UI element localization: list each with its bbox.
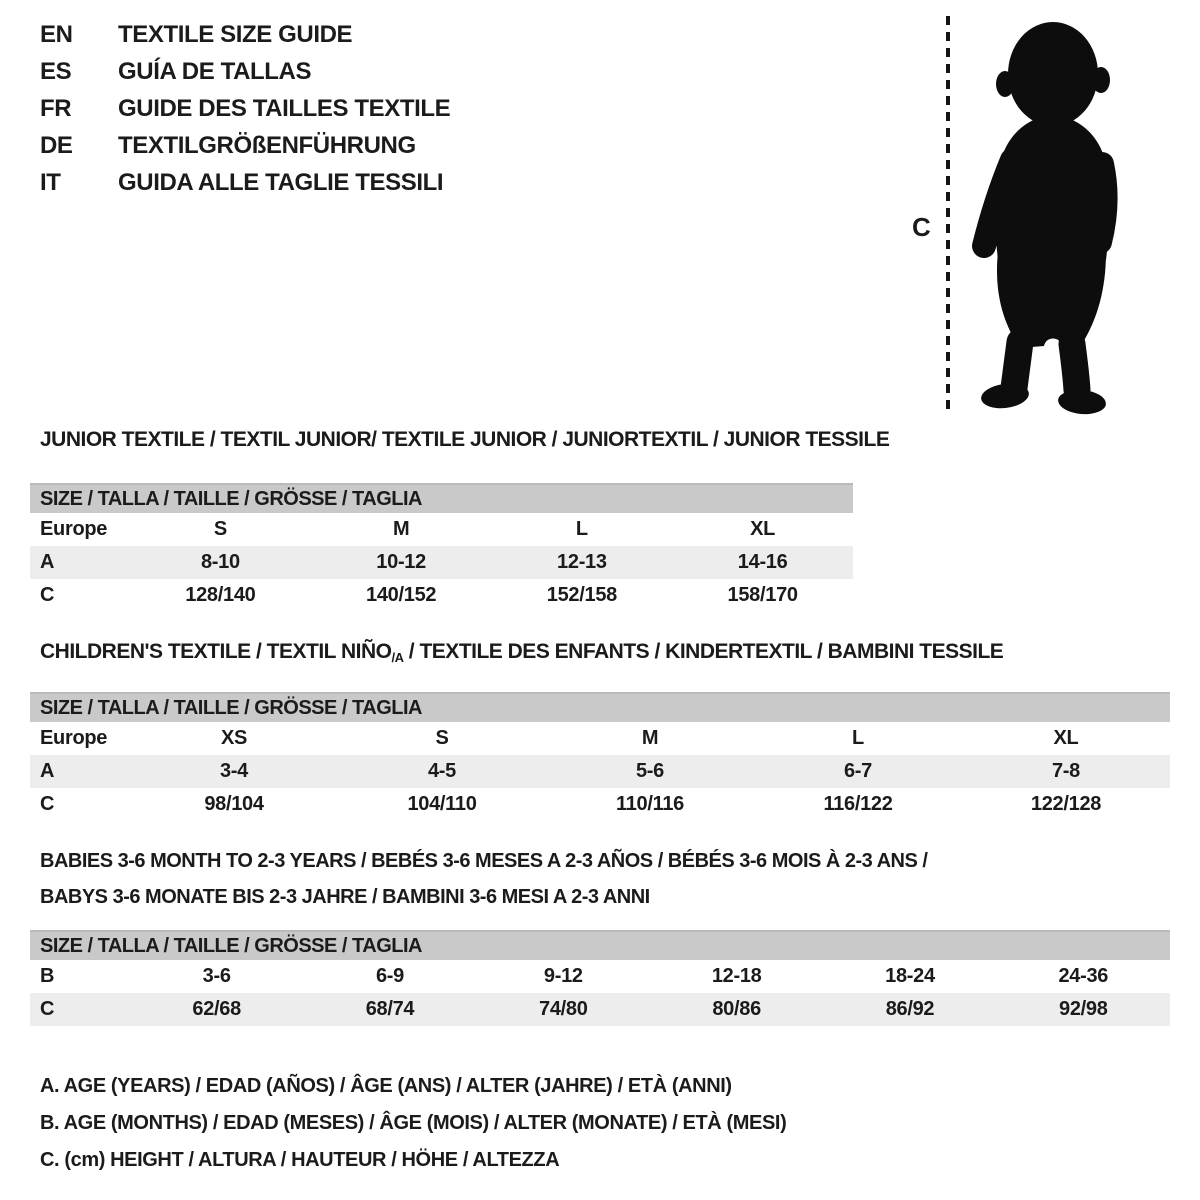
babies-section-heading [40,843,927,915]
column-header-cell: Europe [40,518,108,540]
table-cell: 128/140 [185,584,256,606]
language-label-de: TEXTILGRÖßENFÜHRUNG [118,132,416,159]
table-cell: 116/122 [823,793,893,815]
row-label-cell: C [40,998,55,1020]
babies-height-row [30,993,1170,1026]
table-cell: 80/86 [712,998,761,1020]
children-age-row [30,755,1170,788]
column-header-cell: S [213,518,227,540]
table-cell: 5-6 [635,760,664,782]
table-cell: 140/152 [366,584,437,606]
language-code-it: IT [40,169,61,196]
children-heading-prefix: CHILDREN'S TEXTILE / TEXTIL NIÑO [40,640,392,663]
table-cell: 9-12 [543,965,583,987]
column-header-cell: XL [1053,727,1079,749]
table-cell: 110/116 [616,793,684,815]
table-cell: 152/158 [546,584,617,606]
language-label-fr: GUIDE DES TAILLES TEXTILE [118,95,451,122]
table-cell: 24-36 [1058,965,1109,987]
legend-line-b: B. AGE (MONTHS) / EDAD (MESES) / ÂGE (MOIS) / ALTER (MONATE) / ETÀ (MESI) [40,1112,787,1134]
children-heading-suffix: / TEXTILE DES ENFANTS / KINDERTEXTIL / BAMBINI TESSILE [403,640,1004,663]
table-cell: 104/110 [407,793,477,815]
babies-months-row [30,960,1170,993]
column-header-cell: L [575,518,588,540]
table-cell: 10-12 [376,551,426,573]
table-cell: 122/128 [1030,793,1102,815]
table-cell: 6-7 [843,760,872,782]
language-label-en: TEXTILE SIZE GUIDE [118,21,353,48]
table-cell: 14-16 [737,551,788,573]
measure-legend [40,1068,786,1179]
children-height-row [30,788,1170,821]
children-size-band: SIZE / TALLA / TAILLE / GRÖSSE / TAGLIA [30,692,1170,722]
table-cell: 62/68 [192,998,241,1020]
table-cell: 158/170 [727,584,798,606]
column-header-cell: S [435,727,449,749]
language-header [40,22,450,196]
column-header-cell: L [852,727,864,749]
row-label-cell: B [40,965,55,987]
column-header-cell: XL [750,518,776,540]
babies-heading-line2: BABYS 3-6 MONATE BIS 2-3 JAHRE / BAMBINI 3-6 MESI A 2-3 ANNI [40,886,650,908]
table-cell: 12-13 [557,551,607,573]
height-measure-label: C [912,212,931,242]
column-header-cell: Europe [40,727,108,749]
table-cell: 18-24 [885,965,935,987]
table-cell: 6-9 [375,965,404,987]
table-cell: 92/98 [1059,998,1108,1020]
table-cell: 3-4 [219,760,248,782]
language-code-fr: FR [40,95,72,122]
language-label-it: GUIDA ALLE TAGLIE TESSILI [118,169,444,196]
table-cell: 74/80 [539,998,588,1020]
children-heading-subscript: /A [391,650,404,665]
language-code-en: EN [40,21,73,48]
row-label-cell: A [40,551,55,573]
legend-line-a: A. AGE (YEARS) / EDAD (AÑOS) / ÂGE (ANS) / ALTER (JAHRE) / ETÀ (ANNI) [40,1075,732,1097]
junior-size-table [30,483,853,612]
language-label-es: GUÍA DE TALLAS [118,58,312,85]
junior-size-band: SIZE / TALLA / TAILLE / GRÖSSE / TAGLIA [30,483,853,513]
column-header-cell: XS [220,727,248,749]
row-label-cell: C [40,793,55,815]
junior-column-header-row [30,513,853,546]
table-cell: 12-18 [711,965,762,987]
language-code-es: ES [40,58,72,85]
table-cell: 7-8 [1051,760,1080,782]
row-label-cell: C [40,584,55,606]
children-size-table [30,692,1170,821]
babies-heading-line1: BABIES 3-6 MONTH TO 2-3 YEARS / BEBÉS 3-6 MESES A 2-3 AÑOS / BÉBÉS 3-6 MOIS À 2-3 ANS / [40,850,928,872]
legend-line-c: C. (cm) HEIGHT / ALTURA / HAUTEUR / HÖHE / ALTEZZA [40,1149,560,1171]
table-cell: 86/92 [885,998,935,1020]
table-cell: 68/74 [365,998,415,1020]
baby-silhouette-icon [958,12,1143,420]
junior-age-row [30,546,853,579]
junior-section-heading: JUNIOR TEXTILE / TEXTIL JUNIOR/ TEXTILE JUNIOR / JUNIORTEXTIL / JUNIOR TESSILE [40,428,890,451]
babies-size-table [30,930,1170,1026]
language-code-de: DE [40,132,73,159]
junior-height-row [30,579,853,612]
table-cell: 98/104 [204,793,264,815]
table-cell: 8-10 [200,551,240,573]
column-header-cell: M [641,727,659,749]
table-cell: 3-6 [202,965,231,987]
children-section-heading [40,640,1003,665]
row-label-cell: A [40,760,55,782]
column-header-cell: M [392,518,410,540]
children-column-header-row [30,722,1170,755]
table-cell: 4-5 [427,760,456,782]
babies-size-band: SIZE / TALLA / TAILLE / GRÖSSE / TAGLIA [30,930,1170,960]
height-measure-dashed-line [946,16,950,416]
